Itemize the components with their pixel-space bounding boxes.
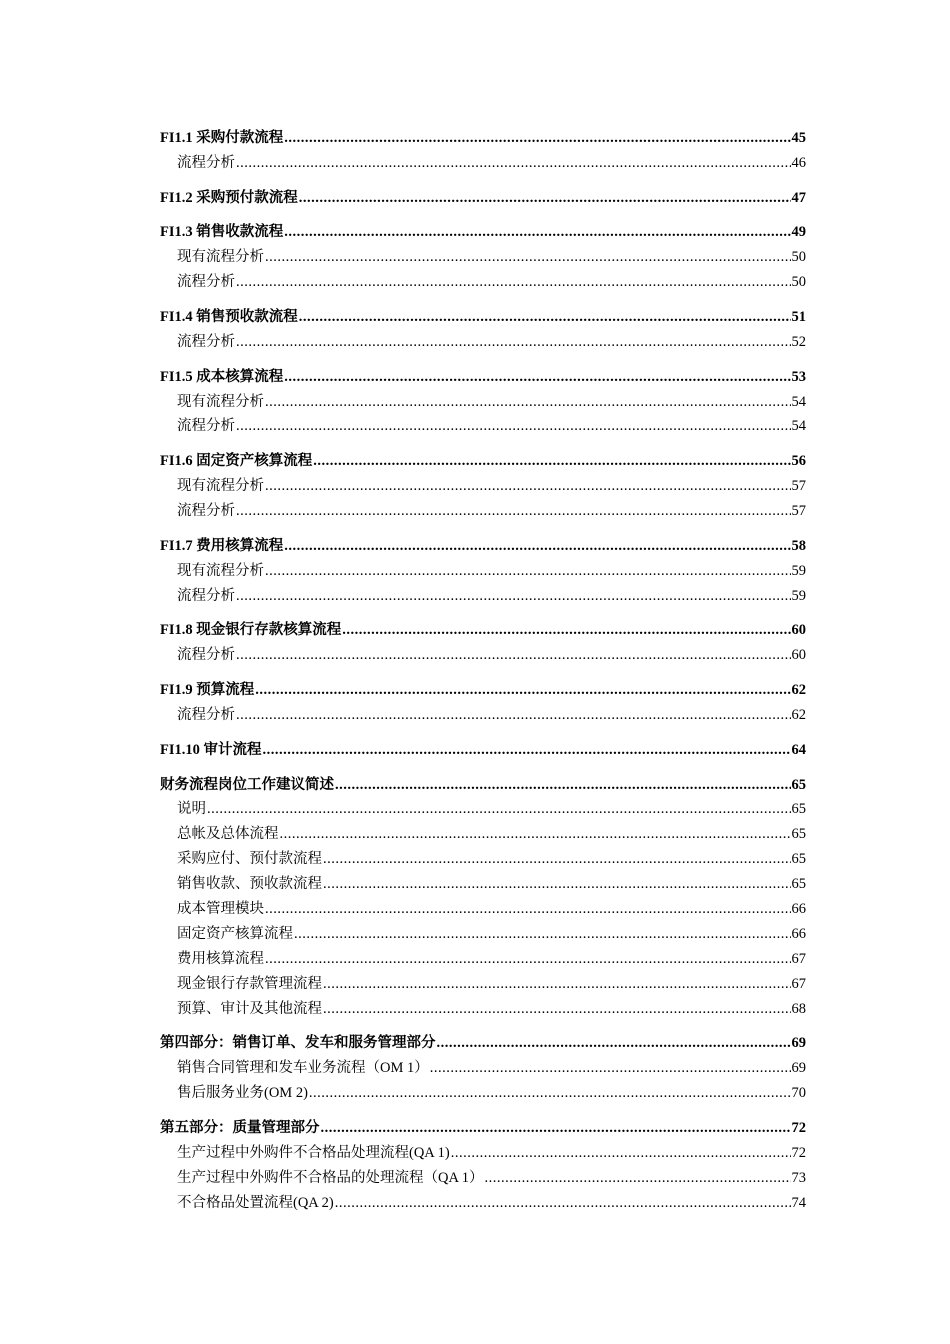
toc-subentry[interactable] xyxy=(160,703,806,728)
toc-entry-title: 流程分析 xyxy=(177,503,235,520)
toc-entry-fi1-2[interactable] xyxy=(160,186,806,211)
toc-entry-title: 售后服务业务(OM 2) xyxy=(177,1085,308,1102)
toc-leader-dots xyxy=(263,738,791,763)
toc-subentry[interactable] xyxy=(160,947,806,972)
toc-entry-part-five[interactable] xyxy=(160,1116,806,1141)
toc-page-number: 51 xyxy=(791,309,806,326)
toc-subentry[interactable] xyxy=(160,584,806,609)
toc-entry-title: 费用核算流程 xyxy=(177,950,264,967)
toc-leader-dots xyxy=(284,126,790,151)
toc-subentry[interactable] xyxy=(160,559,806,584)
toc-entry-title: FI1.4 销售预收款流程 xyxy=(160,309,298,326)
toc-page-number: 66 xyxy=(791,925,806,942)
toc-page-number: 53 xyxy=(791,368,806,385)
toc-entry-title: 流程分析 xyxy=(177,418,235,435)
toc-leader-dots xyxy=(236,584,791,609)
toc-entry-title: FI1.1 采购付款流程 xyxy=(160,130,284,146)
toc-page-number: 54 xyxy=(791,393,806,410)
toc-page-number: 58 xyxy=(791,537,806,554)
toc-page-number: 65 xyxy=(791,801,806,818)
toc-entry-title: 现有流程分析 xyxy=(177,562,264,579)
toc-page-number: 60 xyxy=(791,647,806,664)
toc-subentry[interactable] xyxy=(160,1056,806,1081)
toc-subentry[interactable] xyxy=(160,897,806,922)
toc-page-number: 57 xyxy=(791,478,806,495)
toc-page-number: 72 xyxy=(791,1144,806,1161)
toc-subentry[interactable] xyxy=(160,245,806,270)
toc-entry-title: 采购应付、预付款流程 xyxy=(177,851,322,868)
toc-subentry[interactable] xyxy=(160,1191,806,1216)
toc-entry-title: 生产过程中外购件不合格品的处理流程（QA 1） xyxy=(177,1169,484,1186)
toc-subentry[interactable] xyxy=(160,872,806,897)
toc-leader-dots xyxy=(313,449,790,474)
toc-subentry[interactable] xyxy=(160,1166,806,1191)
toc-page-number: 59 xyxy=(791,562,806,579)
toc-page-number: 65 xyxy=(791,876,806,893)
toc-leader-dots xyxy=(265,245,791,270)
toc-entry-title: FI1.8 现金银行存款核算流程 xyxy=(160,622,342,639)
toc-page-number: 74 xyxy=(791,1194,806,1211)
toc-leader-dots xyxy=(335,773,791,798)
toc-subentry[interactable] xyxy=(160,997,806,1022)
toc-page-number: 66 xyxy=(791,900,806,917)
toc-leader-dots xyxy=(294,922,791,947)
toc-entry-title: 流程分析 xyxy=(177,333,235,350)
toc-subentry[interactable] xyxy=(160,643,806,668)
toc-entry-fi1-1[interactable] xyxy=(160,126,806,151)
toc-leader-dots xyxy=(265,559,791,584)
toc-page-number: 52 xyxy=(791,333,806,350)
toc-entry-fi1-10[interactable] xyxy=(160,738,806,763)
toc-entry-title: 第五部分：质量管理部分 xyxy=(160,1119,320,1136)
toc-page-number: 60 xyxy=(791,622,806,639)
toc-entry-title: FI1.3 销售收款流程 xyxy=(160,224,284,241)
toc-page-number: 69 xyxy=(791,1060,806,1077)
toc-entry-title: 总帐及总体流程 xyxy=(177,826,279,843)
toc-page-number: 57 xyxy=(791,503,806,520)
toc-leader-dots xyxy=(335,1191,791,1216)
toc-entry-title: 固定资产核算流程 xyxy=(177,925,293,942)
toc-leader-dots xyxy=(236,703,791,728)
toc-page-number: 65 xyxy=(791,851,806,868)
toc-leader-dots xyxy=(451,1141,791,1166)
toc-entry-fi1-6[interactable] xyxy=(160,449,806,474)
toc-entry-title: 财务流程岗位工作建议简述 xyxy=(160,776,334,793)
toc-leader-dots xyxy=(430,1056,791,1081)
toc-subentry[interactable] xyxy=(160,330,806,355)
toc-entry-part-four[interactable] xyxy=(160,1031,806,1056)
toc-page-number: 45 xyxy=(791,130,806,146)
toc-entry-title: FI1.5 成本核算流程 xyxy=(160,368,284,385)
toc-leader-dots xyxy=(236,499,791,524)
toc-leader-dots xyxy=(284,534,790,559)
toc-entry-fi1-8[interactable] xyxy=(160,618,806,643)
toc-entry-finance-suggestions[interactable] xyxy=(160,773,806,798)
toc-leader-dots xyxy=(207,797,791,822)
toc-entry-fi1-3[interactable] xyxy=(160,220,806,245)
toc-subentry[interactable] xyxy=(160,474,806,499)
toc-leader-dots xyxy=(437,1031,791,1056)
toc-entry-title: 流程分析 xyxy=(177,154,235,171)
toc-subentry[interactable] xyxy=(160,797,806,822)
toc-entry-title: 生产过程中外购件不合格品处理流程(QA 1) xyxy=(177,1144,450,1161)
toc-entry-title: 第四部分：销售订单、发车和服务管理部分 xyxy=(160,1035,436,1052)
toc-entry-fi1-5[interactable] xyxy=(160,365,806,390)
toc-subentry[interactable] xyxy=(160,1081,806,1106)
toc-page-number: 65 xyxy=(791,776,806,793)
toc-entry-fi1-9[interactable] xyxy=(160,678,806,703)
toc-page-number: 54 xyxy=(791,418,806,435)
toc-leader-dots xyxy=(236,643,791,668)
toc-page-number: 64 xyxy=(791,741,806,758)
toc-entry-title: FI1.10 审计流程 xyxy=(160,741,262,758)
toc-entry-title: 现有流程分析 xyxy=(177,478,264,495)
toc-leader-dots xyxy=(284,365,790,390)
toc-leader-dots xyxy=(299,305,791,330)
toc-leader-dots xyxy=(485,1166,791,1191)
toc-page-number: 59 xyxy=(791,587,806,604)
toc-leader-dots xyxy=(280,822,791,847)
toc-entry-fi1-7[interactable] xyxy=(160,534,806,559)
toc-leader-dots xyxy=(255,678,790,703)
toc-subentry[interactable] xyxy=(160,922,806,947)
toc-leader-dots xyxy=(342,618,790,643)
toc-entry-title: 流程分析 xyxy=(177,587,235,604)
toc-leader-dots xyxy=(236,270,791,295)
toc-entry-title: 销售合同管理和发车业务流程（OM 1） xyxy=(177,1060,429,1077)
toc-page-number: 72 xyxy=(791,1119,806,1136)
toc-leader-dots xyxy=(323,847,791,872)
toc-page-number: 46 xyxy=(791,154,806,171)
toc-page-number: 73 xyxy=(791,1169,806,1186)
toc-leader-dots xyxy=(265,474,791,499)
toc-leader-dots xyxy=(236,151,791,176)
toc-leader-dots xyxy=(309,1081,791,1106)
toc-page-number: 47 xyxy=(791,189,806,206)
toc-page-number: 70 xyxy=(791,1085,806,1102)
toc-entry-title: FI1.7 费用核算流程 xyxy=(160,537,284,554)
toc-entry-fi1-4[interactable] xyxy=(160,305,806,330)
toc-entry-title: 现有流程分析 xyxy=(177,249,264,266)
toc-page-number: 69 xyxy=(791,1035,806,1052)
toc-entry-title: 现有流程分析 xyxy=(177,393,264,410)
toc-entry-title: FI1.9 预算流程 xyxy=(160,682,255,699)
toc-leader-dots xyxy=(323,972,791,997)
toc-leader-dots xyxy=(299,186,791,211)
toc-entry-title: FI1.2 采购预付款流程 xyxy=(160,189,298,206)
toc-leader-dots xyxy=(236,414,791,439)
toc-subentry[interactable] xyxy=(160,972,806,997)
toc-leader-dots xyxy=(236,330,791,355)
toc-leader-dots xyxy=(323,997,791,1022)
toc-page-number: 50 xyxy=(791,274,806,291)
toc-leader-dots xyxy=(284,220,790,245)
toc-subentry[interactable] xyxy=(160,414,806,439)
toc-subentry[interactable] xyxy=(160,499,806,524)
toc-leader-dots xyxy=(265,390,791,415)
toc-entry-title: 流程分析 xyxy=(177,274,235,291)
toc-entry-title: 说明 xyxy=(177,801,206,818)
toc-page-number: 49 xyxy=(791,224,806,241)
table-of-contents xyxy=(160,126,806,1215)
toc-entry-title: 流程分析 xyxy=(177,647,235,664)
toc-page-number: 62 xyxy=(791,682,806,699)
toc-subentry[interactable] xyxy=(160,1141,806,1166)
toc-entry-title: 成本管理模块 xyxy=(177,900,264,917)
toc-subentry[interactable] xyxy=(160,822,806,847)
toc-entry-title: 现金银行存款管理流程 xyxy=(177,975,322,992)
toc-page-number: 56 xyxy=(791,453,806,470)
toc-page-number: 62 xyxy=(791,706,806,723)
toc-entry-title: 不合格品处置流程(QA 2) xyxy=(177,1194,334,1211)
toc-page-number: 50 xyxy=(791,249,806,266)
toc-subentry[interactable] xyxy=(160,270,806,295)
toc-page-number: 67 xyxy=(791,950,806,967)
toc-leader-dots xyxy=(265,947,791,972)
toc-entry-title: 预算、审计及其他流程 xyxy=(177,1000,322,1017)
toc-page-number: 68 xyxy=(791,1000,806,1017)
toc-entry-title: 流程分析 xyxy=(177,706,235,723)
toc-subentry[interactable] xyxy=(160,151,806,176)
toc-page-number: 65 xyxy=(791,826,806,843)
toc-subentry[interactable] xyxy=(160,390,806,415)
toc-page-number: 67 xyxy=(791,975,806,992)
toc-entry-title: FI1.6 固定资产核算流程 xyxy=(160,453,313,470)
toc-entry-title: 销售收款、预收款流程 xyxy=(177,876,322,893)
toc-leader-dots xyxy=(321,1116,791,1141)
toc-leader-dots xyxy=(265,897,791,922)
toc-subentry[interactable] xyxy=(160,847,806,872)
toc-leader-dots xyxy=(323,872,791,897)
